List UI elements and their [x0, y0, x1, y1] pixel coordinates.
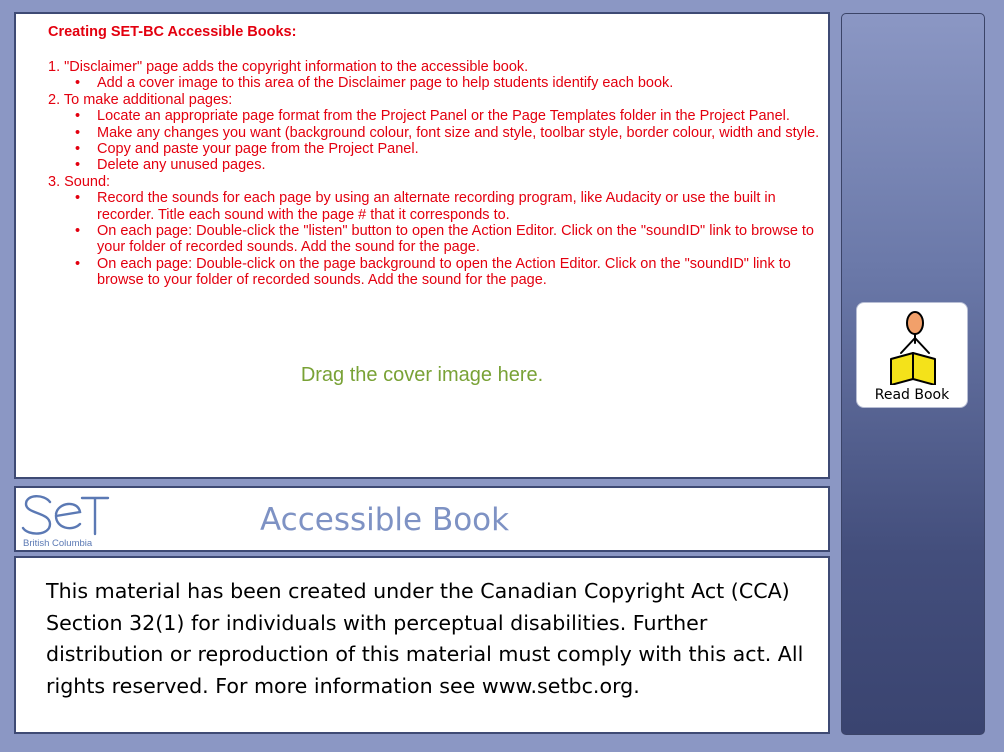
step-1 [48, 59, 828, 92]
step-2-subitems [48, 108, 828, 174]
copyright-line: distribution or reproduction of this material must comply with this act. All [46, 642, 804, 667]
step-2-subitem: • Delete any unused pages. [97, 157, 828, 173]
copyright-line: This material has been created under the Canadian Copyright Act (CCA) [46, 579, 790, 603]
copyright-panel [14, 556, 830, 734]
instructions-panel [14, 12, 830, 479]
logo-subtitle: British Columbia [23, 538, 93, 549]
step-2-text: 2. To make additional pages: [48, 91, 233, 108]
step-3-text: 3. Sound: [48, 173, 111, 190]
step-2-subitem: • Copy and paste your page from the Project Panel. [97, 141, 828, 157]
title-bar [14, 486, 830, 552]
instructions-heading: Creating SET-BC Accessible Books: [48, 24, 297, 40]
read-book-label: Read Book [874, 387, 950, 403]
step-3-subitem: • On each page: Double-click the "listen" button to open the Action Editor. Click on the "soundID" link to browse to your folder of recorded sounds. Add the sound for the page. [97, 223, 828, 256]
step-2-subitem: • Make any changes you want (background colour, font size and style, toolbar style, border colour, width and style. [97, 125, 828, 141]
step-2-subitem: • Locate an appropriate page format from the Project Panel or the Page Templates folder in the Project Panel. [97, 108, 828, 124]
read-book-button[interactable] [856, 302, 968, 408]
setbc-logo [20, 492, 130, 550]
step-3-subitem: • On each page: Double-click on the page background to open the Action Editor. Click on the "soundID" link to browse to your folder of recorded sounds. Add the sound for the page. [97, 256, 828, 289]
copyright-line: Section 32(1) for individuals with perceptual disabilities. Further [46, 610, 708, 635]
step-3-subitems [48, 190, 828, 288]
cover-image-drop-zone[interactable]: Drag the cover image here. [300, 364, 544, 386]
step-1-text: 1. "Disclaimer" page adds the copyright information to the accessible book. [48, 59, 529, 75]
step-2 [48, 92, 828, 174]
step-1-subitems [48, 75, 828, 91]
instruction-steps [48, 59, 828, 289]
step-1-subitem: • Add a cover image to this area of the Disclaimer page to help students identify each book. [97, 75, 828, 91]
step-3 [48, 174, 828, 289]
reading-person-icon [885, 309, 941, 385]
copyright-line: rights reserved. For more information see www.setbc.org. [46, 673, 640, 698]
set-logo-icon [20, 492, 110, 538]
step-3-subitem: • Record the sounds for each page by using an alternate recording program, like Audacity or use the built in recorder. Title each sound with the page # that it corresponds to. [97, 190, 828, 223]
book-title: Accessible Book [260, 502, 510, 538]
